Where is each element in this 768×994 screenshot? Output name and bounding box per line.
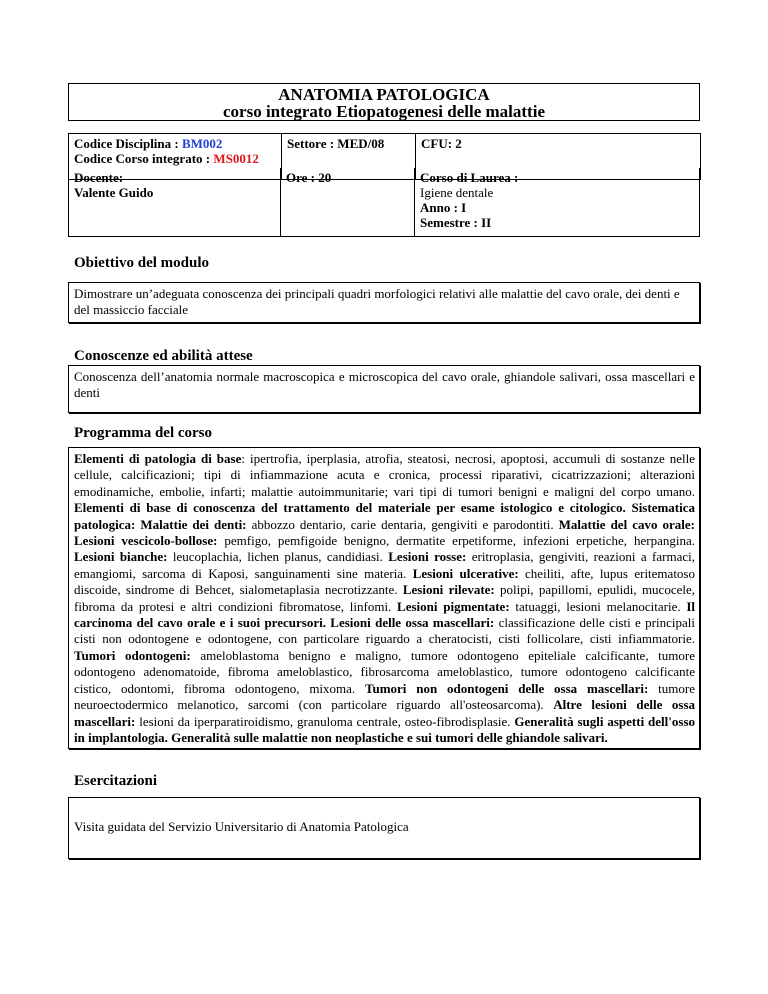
programma-text: tatuaggi, lesioni melanocitarie. (509, 598, 687, 614)
programma-text: cheiliti, afte, lupus eritematoso discoide, sindrome di Behcet, sialometaplasia necrotizzante. (74, 565, 695, 598)
programma-text: eritroplasia, gengiviti, reazioni a farmaci, emangiomi, sarcoma di Kaposi, sanguinamenti sine materia. (74, 549, 695, 581)
programma-text: polipi, papillomi, epulidi, mucocele, fibroma da protesi e altri condizioni fibromatose, linfomi. (74, 582, 695, 614)
programma-text: ameloblastoma benigno e maligno, tumore odontogeno epiteliale calcificante, tumore odontogeno adenomatoide, fibroma ameloblastico, fibrosarcoma ameloblastico, tumore odontogeno calcificante cistico, odontomi, fibroma odontogeno, mixoma. (74, 647, 695, 696)
conoscenze-text: Conoscenza dell’anatomia normale macroscopica e microscopica del cavo orale, ghiandole salivari, ossa mascellari e denti (74, 369, 695, 400)
esercitazioni-heading: Esercitazioni (74, 773, 158, 789)
docente-label: Docente: (74, 170, 124, 185)
programma-topic: Altre lesioni delle ossa mascellari: (74, 697, 695, 729)
codes-cell: Codice Disciplina : BM002 Codice Corso integrato : MS0012 (69, 134, 282, 180)
settore-cell: Settore : MED/08 (282, 134, 416, 180)
corso-laurea-label: Corso di Laurea : (420, 170, 519, 185)
programma-topic: Malattie del cavo orale: Lesioni vescicolo-bollose: (74, 516, 695, 549)
anno: Anno : I (420, 200, 467, 215)
cfu-cell: CFU: 2 (416, 134, 701, 180)
corso-laurea-cell (414, 168, 700, 237)
programma-topic: Lesioni pigmentate: (397, 598, 510, 614)
esercitazioni-box (68, 797, 700, 859)
ore-cell: Ore : 20 (280, 168, 415, 237)
conoscenze-box (68, 365, 700, 413)
programma-box (68, 447, 700, 749)
title-box (68, 83, 700, 121)
programma-text: classificazione delle cisti e principali cisti non odontogene e odontogene, con particolare riguardo a cheratocisti, cisti follicolare, cisti infiammatorie. (74, 615, 695, 647)
programma-topic: Lesioni rosse: (388, 549, 467, 565)
programma-topic: Tumori odontogeni: (74, 647, 191, 663)
codice-disciplina-value: BM002 (181, 136, 223, 151)
programma-topic: Lesioni ulcerative: (412, 565, 519, 581)
programma-topic: Il carcinoma del cavo orale e i suoi precursori. Lesioni delle ossa mascellari: (74, 598, 695, 631)
obiettivo-box (68, 282, 700, 323)
programma-heading: Programma del corso (74, 425, 213, 441)
programma-topic: Generalità sugli aspetti dell'osso in implantologia. Generalità sulle malattie non neoplastiche e sui tumori delle ghiandole salivari. (74, 713, 695, 745)
programma-text: pemfigo, pemfigoide benigno, dermatite erpetiforme, infezioni erpetiche, herpangina. (217, 533, 695, 549)
programma-text: : ipertrofia, iperplasia, atrofia, steatosi, necrosi, apoptosi, accumuli di sostanze nelle cellule, calcificazioni; tipi di infiammazione acuta e cronica, processi riparativi, cicatrizzazioni; alterazioni emodinamiche, embolie, infarti; malattie autoimmunitarie; vari tipi di tumori benigni e maligni del corpo umano. (74, 451, 695, 499)
semestre: Semestre : II (420, 215, 492, 230)
document-title: ANATOMIA PATOLOGICA (278, 85, 490, 104)
programma-topic: Elementi di patologia di base (74, 451, 242, 466)
programma-text: tumore neuroectodermico melanotico, sarcomi (con particolare riguardo all'osteosarcoma). (74, 680, 695, 713)
programma-text: leucoplachia, lichen planus, candidiasi. (167, 549, 389, 565)
programma-topic: Lesioni rilevate: (402, 582, 495, 598)
esercitazioni-text: Visita guidata del Servizio Universitario di Anatomia Patologica (74, 819, 409, 834)
document-subtitle: corso integrato Etiopatogenesi delle malattie (223, 102, 545, 121)
programma-text: abbozzo dentario, carie dentaria, gengiviti e parodontiti. (246, 516, 559, 532)
obiettivo-heading: Obiettivo del modulo (74, 255, 210, 271)
programma-text: lesioni da iperparatiroidismo, granuloma centrale, osteo-fibrodisplasie. (135, 713, 515, 729)
conoscenze-heading: Conoscenze ed abilità attese (74, 348, 253, 364)
programma-topic: Tumori non odontogeni delle ossa mascellari: (365, 680, 649, 696)
programma-topic: Elementi di base di conoscenza del trattamento del materiale per esame istologico e citologico. Sistematica patologica: Malattie dei denti: (74, 500, 695, 532)
codice-corso-value: MS0012 (213, 151, 259, 166)
obiettivo-text: Dimostrare un’adeguata conoscenza dei principali quadri morfologici relativi alle malattie del cavo orale, dei denti e del massiccio facciale (74, 286, 680, 317)
docente-cell (68, 168, 281, 237)
corso-laurea-value: Igiene dentale (420, 185, 494, 200)
docente-name: Valente Guido (74, 185, 154, 200)
programma-topic: Lesioni bianche: (74, 549, 168, 565)
